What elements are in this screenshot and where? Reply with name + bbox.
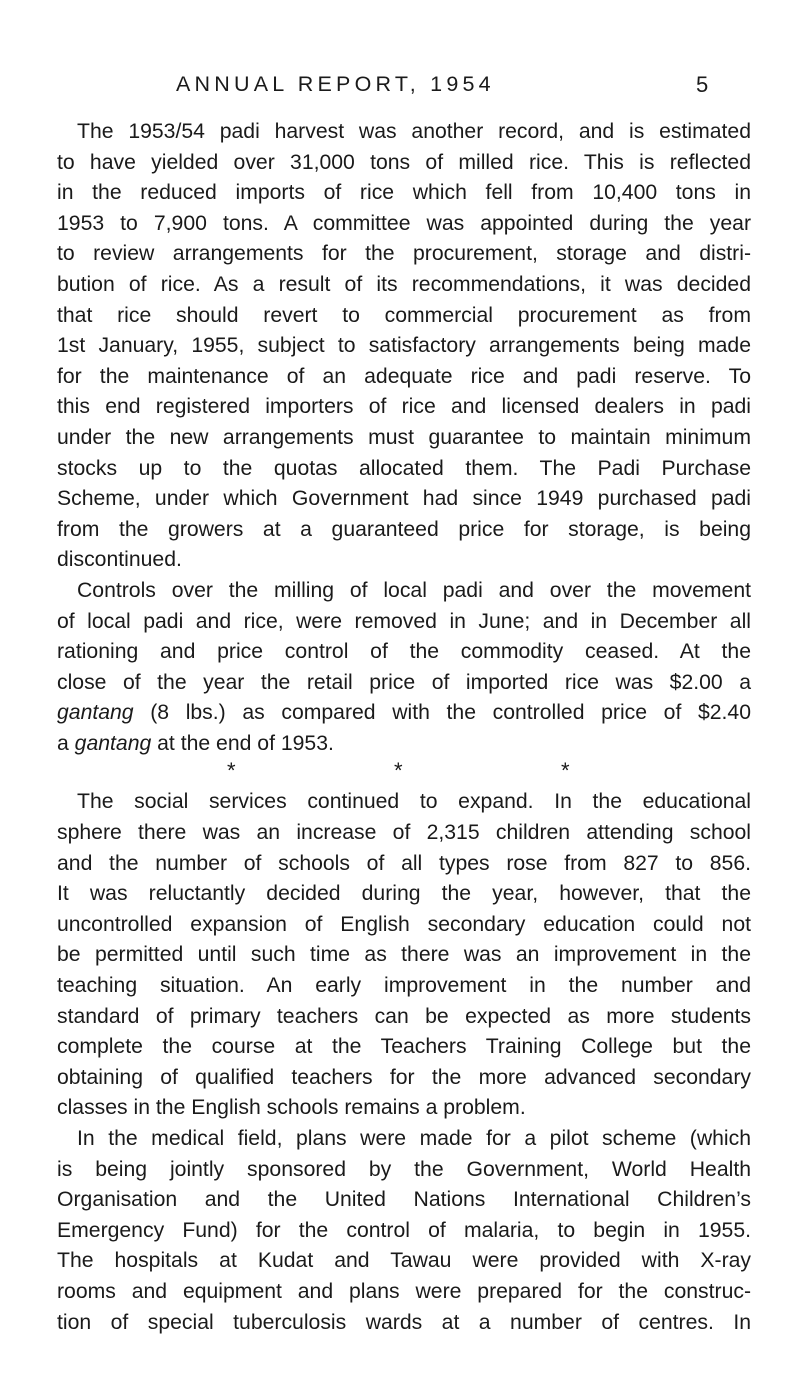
- text-line: this end registered importers of rice and licensed dealers in padi: [57, 395, 751, 419]
- paragraph-rice-harvest: [57, 117, 751, 576]
- text-line: teaching situation. An early improvement in the number and: [57, 974, 751, 998]
- text-line: rooms and equipment and plans were prepared for the construc-: [57, 1279, 751, 1303]
- text-line: stocks up to the quotas allocated them. The Padi Purchase: [57, 456, 751, 480]
- text-line: classes in the English schools remains a problem.: [57, 1096, 526, 1120]
- separator-asterisk: *: [394, 758, 403, 784]
- text-line: to review arrangements for the procurement, storage and distri-: [57, 242, 751, 266]
- text-line: In the medical field, plans were made for a pilot scheme (which: [77, 1127, 751, 1150]
- text-line: close of the year the retail price of imported rice was $2.00 a: [57, 670, 751, 694]
- text-line: It was reluctantly decided during the year, however, that the: [57, 882, 751, 906]
- paragraph-rice-controls: [57, 576, 751, 760]
- text-line: is being jointly sponsored by the Government, World Health: [57, 1157, 751, 1181]
- text-line: complete the course at the Teachers Training College but the: [57, 1035, 751, 1059]
- body-text: [57, 117, 751, 1338]
- text-line: of local padi and rice, were removed in June; and in December all: [57, 609, 751, 633]
- text-line: sphere there was an increase of 2,315 children attending school: [57, 821, 751, 845]
- page-number: 5: [696, 72, 709, 97]
- text-run: at the end of 1953.: [151, 731, 334, 755]
- text-line: that rice should revert to commercial procurement as from: [57, 303, 751, 327]
- text-line: for the maintenance of an adequate rice and padi reserve. To: [57, 364, 751, 388]
- text-line: [57, 729, 751, 760]
- text-line: The 1953/54 padi harvest was another record, and is estimated: [77, 120, 751, 143]
- italic-term: gantang: [74, 731, 152, 755]
- text-line: [57, 698, 751, 729]
- text-run: (8 lbs.) as compared with the controlled price of $2.40: [133, 701, 751, 725]
- text-line: in the reduced imports of rice which fell from 10,400 tons in: [57, 181, 751, 205]
- text-line: Emergency Fund) for the control of malaria, to begin in 1955.: [57, 1218, 751, 1242]
- italic-term: gantang: [57, 701, 134, 725]
- text-line: to have yielded over 31,000 tons of milled rice. This is reflected: [57, 150, 751, 174]
- separator-asterisk: *: [227, 758, 236, 784]
- text-line: Organisation and the United Nations International Children’s: [57, 1188, 751, 1212]
- paragraph-medical: [57, 1124, 751, 1338]
- text-line: The social services continued to expand. In the educational: [77, 790, 751, 814]
- text-line: Scheme, under which Government had since 1949 purchased padi: [57, 487, 751, 511]
- text-line: under the new arrangements must guarantee to maintain minimum: [57, 425, 751, 449]
- text-line: from the growers at a guaranteed price for storage, is being: [57, 517, 751, 541]
- text-line: bution of rice. As a result of its recommendations, it was decided: [57, 272, 751, 296]
- running-header-title: ANNUAL REPORT, 1954: [176, 72, 495, 96]
- text-line: The hospitals at Kudat and Tawau were provided with X-ray: [57, 1249, 751, 1273]
- text-line: discontinued.: [57, 548, 182, 572]
- text-line: be permitted until such time as there was an improvement in the: [57, 943, 751, 967]
- text-line: 1953 to 7,900 tons. A committee was appointed during the year: [57, 211, 751, 235]
- text-line: obtaining of qualified teachers for the more advanced secondary: [57, 1065, 751, 1089]
- text-run: a: [57, 731, 75, 755]
- text-line: tion of special tuberculosis wards at a number of centres. In: [57, 1310, 751, 1334]
- paragraph-social-services: [57, 787, 751, 1124]
- text-line: 1st January, 1955, subject to satisfactory arrangements being made: [57, 334, 751, 358]
- section-separator: [57, 759, 751, 787]
- text-line: Controls over the milling of local padi and over the movement: [77, 578, 751, 602]
- text-line: standard of primary teachers can be expected as more students: [57, 1004, 751, 1028]
- text-line: and the number of schools of all types rose from 827 to 856.: [57, 851, 751, 875]
- text-line: rationing and price control of the commodity ceased. At the: [57, 640, 751, 664]
- running-header: [0, 72, 800, 102]
- separator-asterisk: *: [561, 758, 570, 784]
- text-line: uncontrolled expansion of English secondary education could not: [57, 912, 751, 936]
